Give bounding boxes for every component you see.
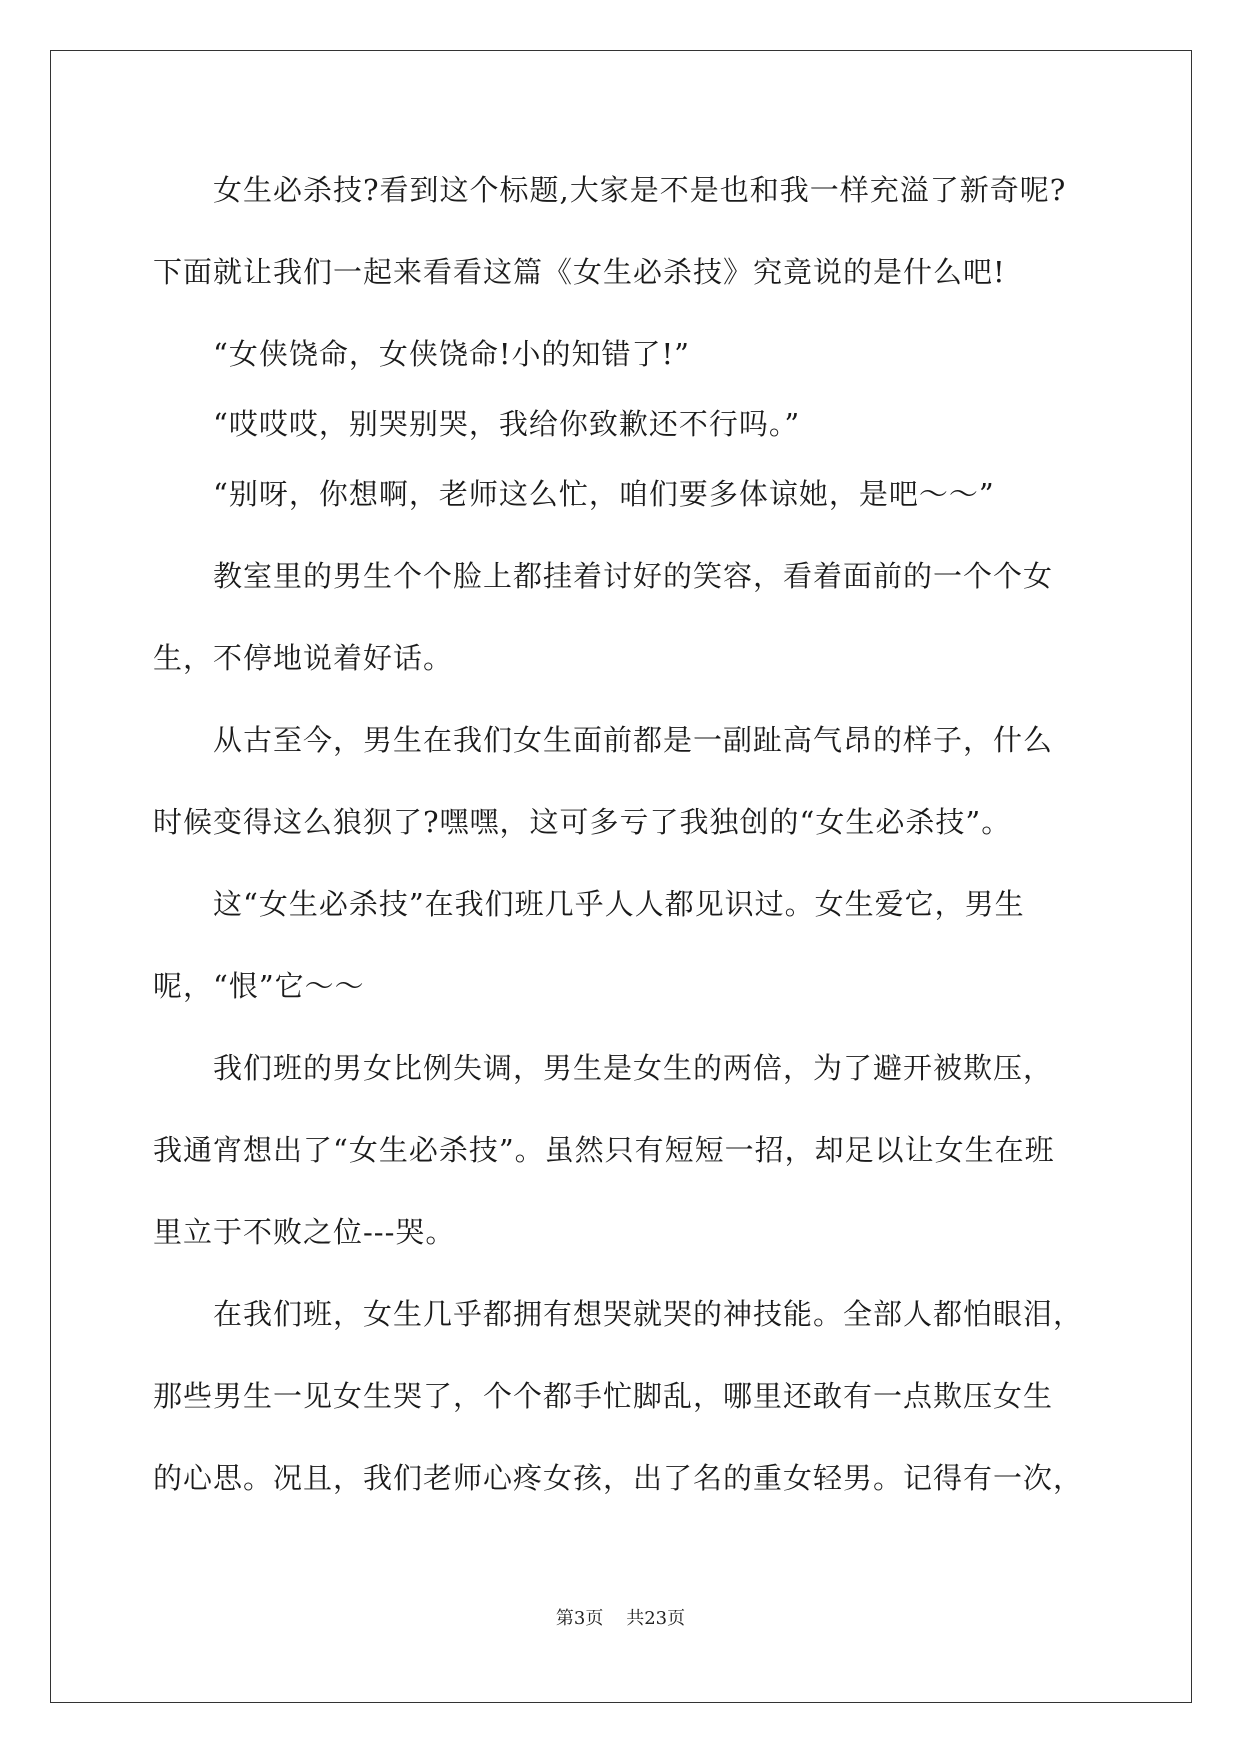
- text-line: “哎哎哎，别哭别哭，我给你致歉还不行吗。”: [213, 407, 801, 441]
- page-number-footer: 第3页 共23页: [555, 1608, 686, 1629]
- text-line: 在我们班，女生几乎都拥有想哭就哭的神技能。全部人都怕眼泪，: [213, 1297, 1084, 1331]
- text-line: 教室里的男生个个脸上都挂着讨好的笑容，看着面前的一个个女: [213, 559, 1054, 593]
- text-line: 的心思。况且，我们老师心疼女孩，出了名的重女轻男。记得有一次，: [153, 1461, 1084, 1495]
- document-body: [153, 160, 1103, 1530]
- text-line: 从古至今，男生在我们女生面前都是一副趾高气昂的样子，什么: [213, 723, 1054, 757]
- text-line: 这“女生必杀技”在我们班几乎人人都见识过。女生爱它，男生: [213, 887, 1025, 921]
- text-line: 时候变得这么狼狈了?嘿嘿，这可多亏了我独创的“女生必杀技”。: [153, 805, 1012, 839]
- text-line: “别呀，你想啊，老师这么忙，咱们要多体谅她，是吧～～”: [213, 477, 995, 511]
- text-line: 那些男生一见女生哭了，个个都手忙脚乱，哪里还敢有一点欺压女生: [153, 1379, 1054, 1413]
- text-line: “女侠饶命，女侠饶命!小的知错了!”: [213, 337, 690, 371]
- text-line: 我通宵想出了“女生必杀技”。虽然只有短短一招，却足以让女生在班: [153, 1133, 1055, 1167]
- text-line: 呢，“恨”它～～: [153, 969, 365, 1003]
- text-line: 生，不停地说着好话。: [153, 641, 454, 675]
- text-line: 女生必杀技?看到这个标题,大家是不是也和我一样充溢了新奇呢?: [213, 173, 1067, 207]
- text-line: 我们班的男女比例失调，男生是女生的两倍，为了避开被欺压，: [213, 1051, 1054, 1085]
- text-line: 下面就让我们一起来看看这篇《女生必杀技》究竟说的是什么吧!: [153, 255, 1006, 289]
- text-line: 里立于不败之位---哭。: [153, 1215, 456, 1249]
